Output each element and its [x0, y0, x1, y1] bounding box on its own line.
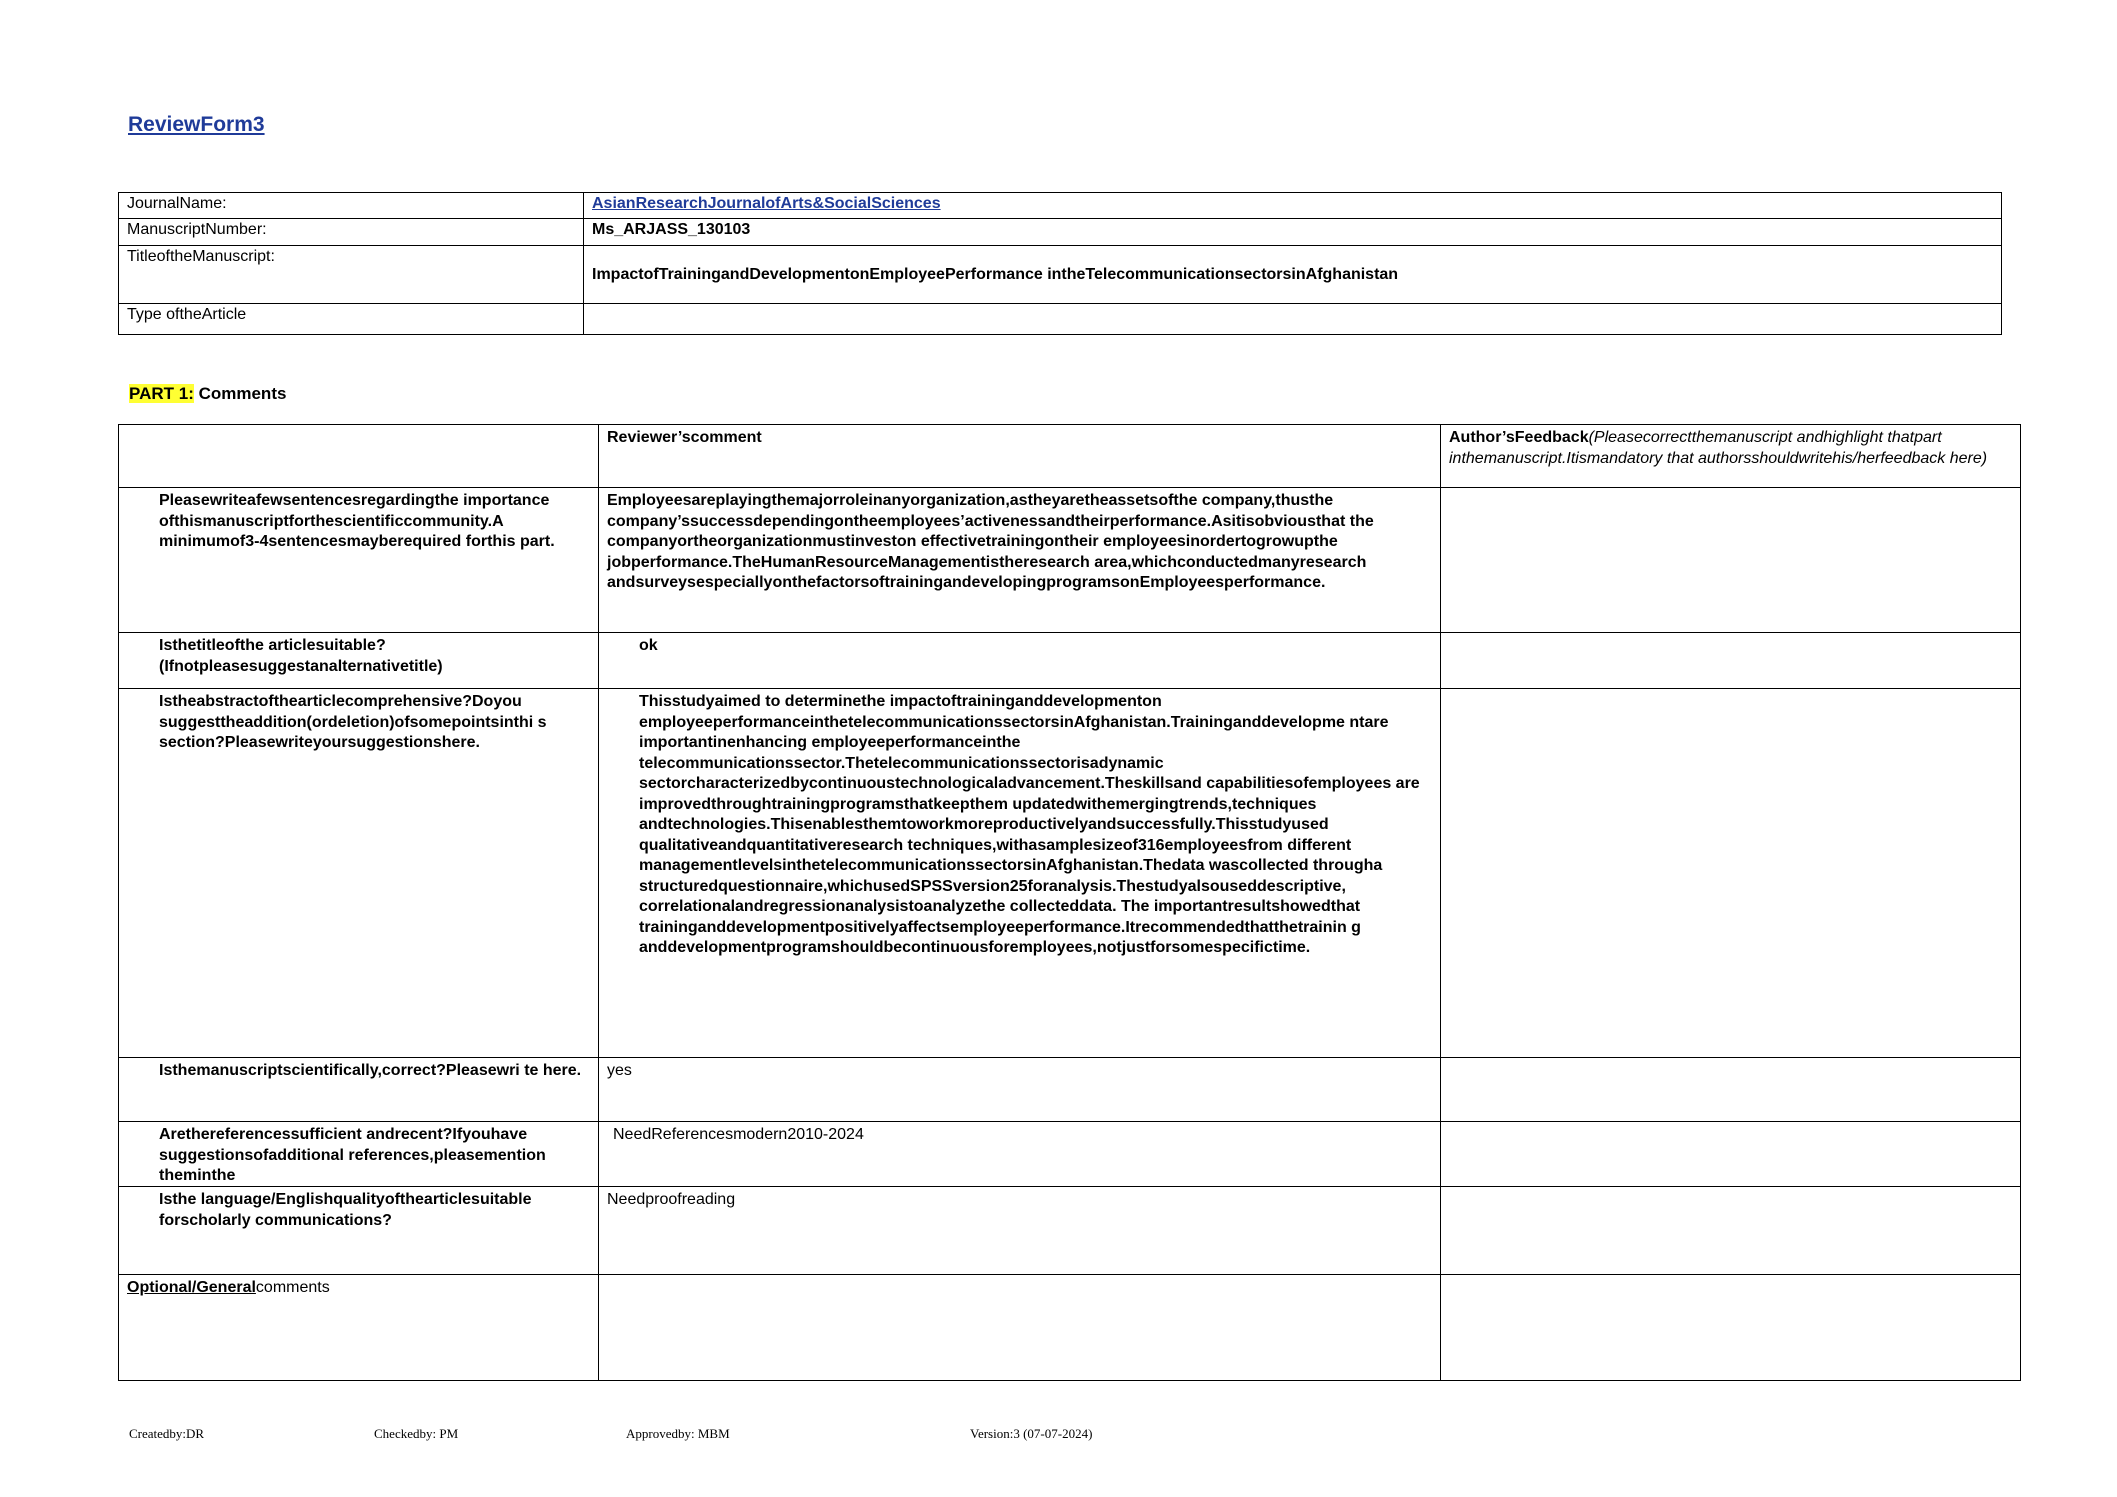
title-suitability-comment: ok	[599, 633, 1441, 689]
footer-checked: Checkedby: PM	[374, 1426, 459, 1441]
manuscript-info-table	[118, 192, 2002, 335]
journal-row	[119, 193, 2002, 219]
scientific-correctness-row	[119, 1058, 2021, 1122]
author-feedback-header	[1441, 425, 2021, 488]
part1-label: Comments	[193, 384, 287, 403]
article-type-value	[584, 304, 2002, 335]
author-feedback-instructions: (Pleasecorrectthemanuscript andhighlight thatpart inthemanuscript.Itismandatory that authorsshouldwritehis/herfeedback here)	[1449, 429, 1988, 467]
journal-label: JournalName:	[119, 193, 584, 219]
scientific-correctness-question: Isthemanuscriptscientifically,correct?Pleasewri te here.	[119, 1058, 599, 1122]
article-type-row	[119, 304, 2002, 335]
manuscript-title-value: ImpactofTrainingandDevelopmentonEmployeePerformance intheTelecommunicationsectorsinAfghanistan	[584, 246, 2002, 304]
footer-version: Version:3 (07-07-2024)	[970, 1426, 1093, 1441]
footer	[0, 1426, 2117, 1446]
references-row	[119, 1122, 2021, 1187]
comments-table	[118, 424, 2021, 1381]
references-question	[119, 1122, 599, 1187]
importance-question: Pleasewriteafewsentencesregardingthe importance ofthismanuscriptforthescientificcommunity.A minimumof3-4sentencesmayberequired forthis part.	[119, 488, 599, 633]
manuscript-title-row	[119, 246, 2002, 304]
manuscript-number-row	[119, 219, 2002, 246]
header-empty-cell	[119, 425, 599, 488]
title-suitability-row	[119, 633, 2021, 689]
optional-comments-row	[119, 1275, 2021, 1381]
references-feedback[interactable]	[1441, 1122, 2021, 1187]
abstract-comment: Thisstudyaimed to determinethe impactoftraininganddevelopmenton employeeperformanceinthetelecommunicationssectorsinAfghanistan.Traininganddevelopme ntare importantinenhancing employeeperformanceinthe telecommunicationssector.Thetelecommunicationssectorisadynamic sectorcharacterizedbycontinuoustechnologicaladvancement.Theskillsand capabilitiesofemployees are improvedthroughtrainingprogramsthatkeepthem updatedwithemergingtrends,techniques andtechnologies.Thisenablesthemtoworkmoreproductivelyandsuccessfully.Thisstudyused qualitativeandquantitativeresearch techniques,withasamplesizeof316employeesfrom different managementlevelsinthetelecommunicationssectorsinAfghanistan.Thedata wascollected througha structuredquestionnaire,whichusedSPSSversion25foranalysis.Thestudyalsouseddescriptive, correlationalandregressionanalysistoanalyzethe collecteddata. The importantresultshowedthat traininganddevelopmentpositivelyaffectsemployeeperformance.Itrecommendedthatthetrainin g anddevelopmentprogramshouldbecontinuousforemployees,notjustforsomespecifictime.	[599, 689, 1441, 1058]
references-question-text: Arethereferencessufficient andrecent?Ifyouhave suggestionsofadditional references,pleasemention theminthe	[159, 1126, 546, 1183]
abstract-row	[119, 689, 2021, 1058]
references-comment: NeedReferencesmodern2010-2024	[599, 1122, 1441, 1187]
comments-header-row	[119, 425, 2021, 488]
reviewer-comment-header: Reviewer’scomment	[599, 425, 1441, 488]
abstract-feedback[interactable]	[1441, 689, 2021, 1058]
importance-row	[119, 488, 2021, 633]
part1-heading	[129, 384, 286, 404]
scientific-correctness-comment: yes	[599, 1058, 1441, 1122]
language-question: Isthe language/Englishqualityofthearticlesuitable forscholarly communications?	[119, 1187, 599, 1275]
language-row	[119, 1187, 2021, 1275]
optional-comments-feedback[interactable]	[1441, 1275, 2021, 1381]
optional-general-label: Optional/General	[127, 1279, 256, 1296]
manuscript-number-label: ManuscriptNumber:	[119, 219, 584, 246]
optional-comments-reviewer[interactable]	[599, 1275, 1441, 1381]
language-comment: Needproofreading	[599, 1187, 1441, 1275]
manuscript-number-value: Ms_ARJASS_130103	[584, 219, 2002, 246]
manuscript-title-label: TitleoftheManuscript:	[119, 246, 584, 304]
title-suitability-feedback[interactable]	[1441, 633, 2021, 689]
importance-comment: Employeesareplayingthemajorroleinanyorganization,astheyaretheassetsofthe company,thusthe company’ssuccessdependingontheemployees’activenessandtheirperformance.Asitisobviousthat the companyortheorganizationmustinveston effectivetrainingontheir employeesinordertogrowupthe jobperformance.TheHumanResourceManagementistheresearch area,whichconductedmanyresearch andsurveysespeciallyonthefactorsoftrainingandevelopingprogramsonEmployeesperformance.	[599, 488, 1441, 633]
article-type-label: Type oftheArticle	[119, 304, 584, 335]
scientific-correctness-feedback[interactable]	[1441, 1058, 2021, 1122]
optional-comments-label	[119, 1275, 599, 1381]
part1-highlight: PART 1:	[129, 384, 194, 403]
footer-created: Createdby:DR	[129, 1426, 205, 1441]
language-feedback[interactable]	[1441, 1187, 2021, 1275]
footer-approved: Approvedby: MBM	[626, 1426, 730, 1441]
journal-link[interactable]: AsianResearchJournalofArts&SocialSciences	[592, 195, 941, 212]
abstract-question: Istheabstractofthearticlecomprehensive?Doyou suggesttheaddition(ordeletion)ofsomepointsinthi s section?Pleasewriteyoursuggestionshere.	[119, 689, 599, 1058]
importance-feedback[interactable]	[1441, 488, 2021, 633]
form-title[interactable]: ReviewForm3	[128, 113, 265, 136]
optional-comments-suffix: comments	[255, 1279, 330, 1296]
title-suitability-question: Isthetitleofthe articlesuitable? (Ifnotpleasesuggestanalternativetitle)	[119, 633, 599, 689]
author-feedback-title: Author’sFeedback	[1449, 429, 1589, 446]
